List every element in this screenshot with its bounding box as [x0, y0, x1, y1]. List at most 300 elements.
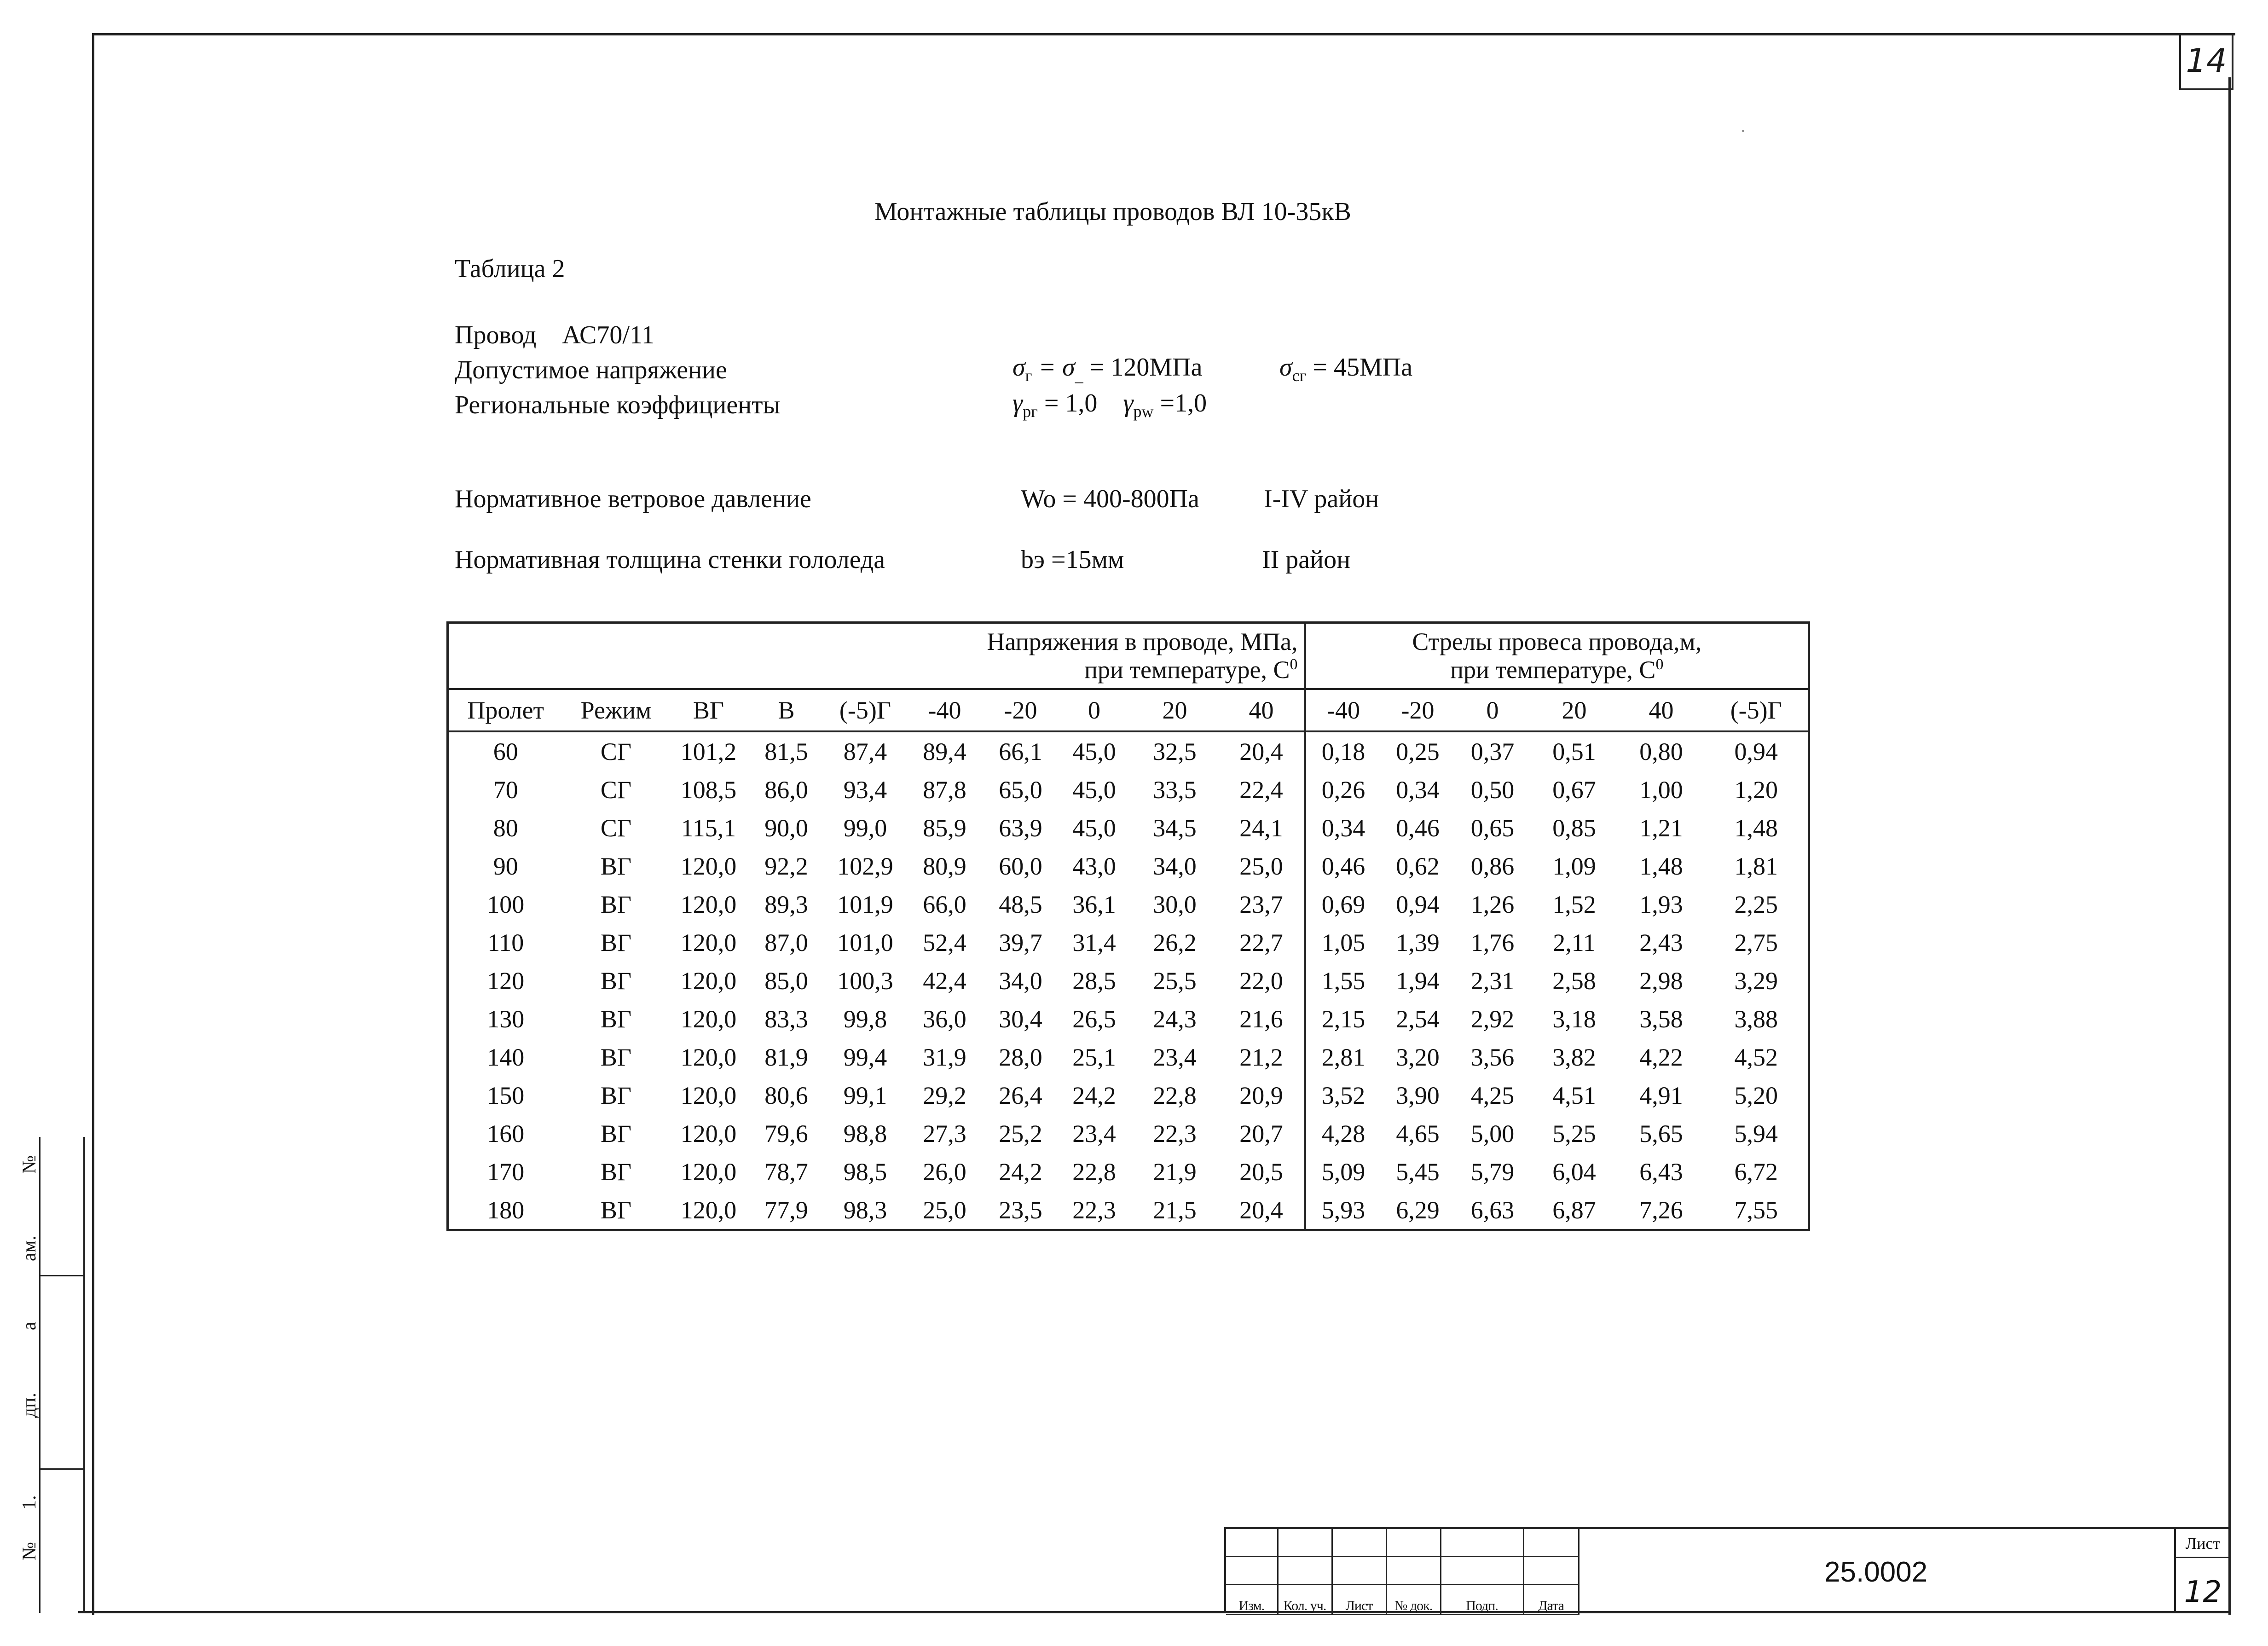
table-cell: 5,20: [1734, 1081, 1778, 1109]
title-block-label: Лист: [1332, 1585, 1386, 1615]
gamma-g-value: = 1,0: [1037, 389, 1098, 417]
table-cell: 3,20: [1396, 1043, 1440, 1071]
stress-group-header: [448, 623, 1305, 690]
table-cell: 80,6: [764, 1081, 808, 1109]
table-cell: 60: [493, 737, 518, 765]
table-cell: 0,50: [1470, 776, 1515, 804]
table-cell: СГ: [600, 776, 632, 804]
table-cell: 83,3: [764, 1005, 808, 1033]
ice-region: II район: [1262, 545, 1351, 574]
page-title: Монтажные таблицы проводов ВЛ 10-35кВ: [874, 197, 1351, 226]
table-cell: 4,65: [1396, 1119, 1440, 1148]
table-cell: 5,00: [1470, 1119, 1515, 1148]
frame-right-border: [2228, 77, 2231, 1615]
table-cell: 22,7: [1239, 928, 1283, 956]
column-header: В: [748, 689, 825, 731]
table-cell: 21,2: [1239, 1043, 1283, 1071]
table-cell: 0,80: [1639, 737, 1683, 765]
table-cell: 2,98: [1639, 967, 1683, 995]
table-cell: ВГ: [600, 928, 632, 956]
sag-group-sup: 0: [1655, 655, 1664, 673]
table-cell: 4,51: [1552, 1081, 1596, 1109]
table-cell: 66,0: [923, 890, 966, 918]
table-cell: 6,63: [1470, 1196, 1515, 1224]
table-cell: 2,81: [1305, 1038, 1381, 1076]
table-cell: 20,5: [1239, 1158, 1283, 1186]
table-cell: 22,4: [1239, 776, 1283, 804]
table-cell: 80: [493, 814, 518, 842]
table-cell: 1,39: [1396, 928, 1440, 956]
column-header: 0: [1058, 689, 1131, 731]
table-cell: 3,56: [1470, 1043, 1515, 1071]
table-cell: 89,4: [923, 737, 966, 765]
table-cell: 3,88: [1734, 1005, 1778, 1033]
table-cell: 66,1: [999, 737, 1042, 765]
table-row: [448, 847, 1809, 885]
wind-label: Нормативное ветровое давление: [455, 485, 811, 513]
column-header: Режим: [563, 689, 670, 731]
sigma-symbol: σ: [1012, 353, 1025, 382]
table-row: [448, 1038, 1809, 1076]
table-body: [448, 731, 1809, 1230]
side-strip-divider: [39, 1137, 40, 1613]
table-cell: 120,0: [680, 1081, 737, 1109]
table-cell: 3,18: [1552, 1005, 1596, 1033]
table-cell: 0,46: [1396, 814, 1440, 842]
table-cell: 5,93: [1305, 1191, 1381, 1230]
table-cell: 25,2: [999, 1119, 1042, 1148]
table-cell: 0,69: [1305, 885, 1381, 923]
table-cell: 99,1: [843, 1081, 887, 1109]
mounting-table: [446, 621, 1810, 1231]
title-block-grid: [1226, 1529, 1580, 1615]
table-cell: 23,5: [999, 1196, 1042, 1224]
gamma-w-sub: pw: [1133, 402, 1154, 421]
table-cell: 0,26: [1305, 771, 1381, 809]
table-cell: 2,11: [1553, 928, 1596, 956]
table-cell: 70: [493, 776, 518, 804]
table-cell: 2,25: [1734, 890, 1778, 918]
table-cell: 0,85: [1552, 814, 1596, 842]
sigma-cg-symbol: σ: [1279, 353, 1292, 382]
table-cell: 180: [487, 1196, 525, 1224]
table-cell: 2,31: [1470, 967, 1515, 995]
table-cell: 65,0: [999, 776, 1042, 804]
column-header: 40: [1219, 689, 1305, 731]
stress-cg-formula: [1279, 354, 1412, 384]
table-cell: 1,05: [1305, 923, 1381, 962]
table-cell: 25,0: [923, 1196, 966, 1224]
table-cell: 6,87: [1552, 1196, 1596, 1224]
title-block-label: Дата: [1523, 1585, 1579, 1615]
table-cell: 102,9: [837, 852, 893, 880]
title-block-label: № док.: [1386, 1585, 1441, 1615]
table-cell: 20,4: [1239, 1196, 1283, 1224]
table-cell: 33,5: [1153, 776, 1197, 804]
column-header-row: [448, 689, 1809, 731]
table-cell: ВГ: [600, 1119, 632, 1148]
table-cell: 30,0: [1153, 890, 1197, 918]
gamma-g-symbol: γ: [1012, 389, 1023, 417]
table-cell: 39,7: [999, 928, 1042, 956]
table-cell: 2,92: [1470, 1005, 1515, 1033]
table-cell: 85,9: [923, 814, 966, 842]
table-cell: 0,67: [1552, 776, 1596, 804]
table-cell: 24,2: [999, 1158, 1042, 1186]
table-cell: 3,82: [1552, 1043, 1596, 1071]
table-cell: 2,43: [1639, 928, 1683, 956]
table-cell: 5,09: [1305, 1153, 1381, 1191]
table-cell: 22,3: [1153, 1119, 1197, 1148]
table-cell: ВГ: [600, 1043, 632, 1071]
table-cell: 90,0: [764, 814, 808, 842]
coef-formula: [1012, 390, 1207, 420]
gamma-w-symbol: γ: [1123, 389, 1134, 417]
column-header: 40: [1618, 689, 1705, 731]
column-header: -20: [984, 689, 1058, 731]
table-cell: 2,58: [1552, 967, 1596, 995]
table-cell: 115,1: [681, 814, 736, 842]
table-cell: 79,6: [764, 1119, 808, 1148]
table-cell: 25,0: [1239, 852, 1283, 880]
table-cell: 48,5: [999, 890, 1042, 918]
sag-group-line1: Стрелы провеса провода,м,: [1412, 628, 1702, 656]
table-cell: 43,0: [1072, 852, 1116, 880]
table-cell: 21,6: [1239, 1005, 1283, 1033]
table-cell: 45,0: [1072, 814, 1116, 842]
side-strip-line: [39, 1468, 85, 1470]
table-cell: 0,37: [1470, 737, 1515, 765]
side-label-3: а: [19, 1321, 40, 1330]
table-cell: 6,43: [1639, 1158, 1683, 1186]
sag-group-header: [1305, 623, 1809, 690]
gamma-w-value: =1,0: [1153, 389, 1207, 417]
table-cell: 3,29: [1734, 967, 1778, 995]
table-cell: 120,0: [680, 1196, 737, 1224]
table-cell: 77,9: [764, 1196, 808, 1224]
table-cell: 28,5: [1072, 967, 1116, 995]
table-cell: 60,0: [999, 852, 1042, 880]
table-cell: 0,94: [1396, 890, 1440, 918]
sheet-cell: [2174, 1529, 2230, 1613]
table-cell: 87,8: [923, 776, 966, 804]
side-label-4: дп.: [19, 1392, 40, 1418]
table-row: [448, 885, 1809, 923]
table-row: [448, 1114, 1809, 1153]
stress-formula: [1012, 354, 1202, 384]
table-cell: 120,0: [680, 852, 737, 880]
table-cell: 0,34: [1396, 776, 1440, 804]
table-cell: 1,94: [1396, 967, 1440, 995]
table-cell: 4,22: [1639, 1043, 1683, 1071]
stress-cg-value: = 45МПа: [1306, 353, 1413, 382]
table-cell: 0,46: [1305, 847, 1381, 885]
table-cell: 26,5: [1072, 1005, 1116, 1033]
table-cell: 20,7: [1239, 1119, 1283, 1148]
table-cell: 22,3: [1072, 1196, 1116, 1224]
sheet-corner-mark: 14: [2179, 33, 2233, 90]
title-block-label: Подп.: [1441, 1585, 1523, 1615]
table-cell: 6,72: [1734, 1158, 1778, 1186]
table-cell: 34,0: [1153, 852, 1197, 880]
table-cell: 0,62: [1396, 852, 1440, 880]
column-header: -40: [1305, 689, 1381, 731]
table-cell: 23,4: [1072, 1119, 1116, 1148]
table-cell: 36,0: [923, 1005, 966, 1033]
column-header: (-5)Г: [1705, 689, 1809, 731]
side-strip-line: [39, 1275, 85, 1276]
sigma-g-sub: г: [1025, 366, 1032, 385]
table-cell: 92,2: [764, 852, 808, 880]
table-cell: 31,4: [1072, 928, 1116, 956]
column-header: -40: [906, 689, 984, 731]
table-cell: 89,3: [764, 890, 808, 918]
wire-label: Провод: [455, 321, 537, 349]
table-cell: 120,0: [680, 967, 737, 995]
table-cell: 26,0: [923, 1158, 966, 1186]
ice-value: bэ =15мм: [1021, 545, 1124, 574]
table-cell: 98,3: [843, 1196, 887, 1224]
table-cell: 23,4: [1153, 1043, 1197, 1071]
table-cell: 52,4: [923, 928, 966, 956]
table-cell: 170: [487, 1158, 525, 1186]
table-cell: 34,5: [1153, 814, 1197, 842]
table-cell: 5,65: [1639, 1119, 1683, 1148]
table-cell: 99,8: [843, 1005, 887, 1033]
table-cell: СГ: [600, 814, 632, 842]
table-cell: 1,48: [1734, 814, 1778, 842]
table-cell: 101,2: [680, 737, 737, 765]
table-cell: 130: [487, 1005, 525, 1033]
table-cell: 30,4: [999, 1005, 1042, 1033]
table-cell: 24,2: [1072, 1081, 1116, 1109]
table-cell: 101,0: [837, 928, 893, 956]
table-cell: 93,4: [843, 776, 887, 804]
table-cell: 0,65: [1470, 814, 1515, 842]
stress-value: = 120МПа: [1083, 353, 1203, 382]
table-cell: 120: [487, 967, 525, 995]
table-cell: 21,9: [1153, 1158, 1197, 1186]
table-cell: 20,9: [1239, 1081, 1283, 1109]
table-cell: ВГ: [600, 852, 632, 880]
title-block-label: Кол. уч.: [1278, 1585, 1332, 1615]
table-cell: 25,5: [1153, 967, 1197, 995]
column-header: 20: [1531, 689, 1618, 731]
table-cell: 100: [487, 890, 525, 918]
sheet-number: 12: [2184, 1575, 2222, 1609]
table-cell: 80,9: [923, 852, 966, 880]
table-row: [448, 1191, 1809, 1230]
table-cell: 1,76: [1470, 928, 1515, 956]
table-cell: 81,9: [764, 1043, 808, 1071]
stress-group-line2: при температуре, С: [1084, 655, 1290, 684]
wire-value: АС70/11: [562, 321, 654, 349]
table-cell: 3,58: [1639, 1005, 1683, 1033]
side-label-2: ам.: [19, 1235, 40, 1261]
table-cell: 32,5: [1153, 737, 1197, 765]
table-row: [448, 962, 1809, 1000]
table-cell: 4,25: [1470, 1081, 1515, 1109]
table-cell: 25,1: [1072, 1043, 1116, 1071]
column-header: Пролет: [448, 689, 563, 731]
table-row: [448, 923, 1809, 962]
table-cell: 0,94: [1734, 737, 1778, 765]
param-wire: [455, 322, 654, 348]
coef-label: Региональные коэффициенты: [455, 391, 781, 419]
table-cell: 29,2: [923, 1081, 966, 1109]
table-cell: 42,4: [923, 967, 966, 995]
table-cell: 1,00: [1639, 776, 1683, 804]
stress-label: Допустимое напряжение: [455, 356, 727, 384]
table-cell: 120,0: [680, 1005, 737, 1033]
table-cell: 45,0: [1072, 737, 1116, 765]
table-cell: 26,4: [999, 1081, 1042, 1109]
table-cell: 24,1: [1239, 814, 1283, 842]
table-cell: ВГ: [600, 1158, 632, 1186]
table-cell: 7,26: [1639, 1196, 1683, 1224]
side-label-1: №: [19, 1155, 40, 1174]
sag-group-line2: при температуре, С: [1450, 655, 1656, 684]
table-cell: 1,21: [1639, 814, 1683, 842]
table-cell: 100,3: [837, 967, 893, 995]
sigma-minus-sub: _: [1075, 366, 1083, 385]
table-cell: 4,52: [1734, 1043, 1778, 1071]
title-block: [1224, 1527, 2230, 1613]
table-cell: 5,45: [1396, 1158, 1440, 1186]
table-cell: 120,0: [680, 1043, 737, 1071]
table-cell: 5,94: [1734, 1119, 1778, 1148]
table-cell: 3,52: [1305, 1076, 1381, 1114]
document-number: 25.0002: [1824, 1556, 1928, 1588]
table-cell: 23,7: [1239, 890, 1283, 918]
table-cell: 28,0: [999, 1043, 1042, 1071]
stress-group-line1: Напряжения в проводе, МПа,: [987, 628, 1298, 656]
column-header: 20: [1131, 689, 1219, 731]
table-cell: 1,26: [1470, 890, 1515, 918]
table-cell: 0,18: [1305, 731, 1381, 771]
table-cell: 22,0: [1239, 967, 1283, 995]
table-cell: 101,9: [837, 890, 893, 918]
side-stamp-strip: [18, 1137, 85, 1613]
table-row: [448, 809, 1809, 847]
table-cell: 26,2: [1153, 928, 1197, 956]
table-cell: 85,0: [764, 967, 808, 995]
column-header: ВГ: [670, 689, 748, 731]
table-cell: 1,55: [1305, 962, 1381, 1000]
sheet-label: Лист: [2176, 1534, 2230, 1558]
table-cell: 0,25: [1396, 737, 1440, 765]
table-cell: 98,8: [843, 1119, 887, 1148]
table-cell: 120,0: [680, 928, 737, 956]
table-cell: 98,5: [843, 1158, 887, 1186]
table-cell: 120,0: [680, 890, 737, 918]
table-cell: 110: [487, 928, 524, 956]
table-row: [448, 771, 1809, 809]
table-cell: 150: [487, 1081, 525, 1109]
table-cell: ВГ: [600, 1081, 632, 1109]
table-cell: 86,0: [764, 776, 808, 804]
table-cell: ВГ: [600, 967, 632, 995]
title-block-label: Изм.: [1226, 1585, 1278, 1615]
table-cell: 5,25: [1552, 1119, 1596, 1148]
table-cell: 2,15: [1305, 1000, 1381, 1038]
table-cell: 3,90: [1396, 1081, 1440, 1109]
table-cell: 120,0: [680, 1158, 737, 1186]
table-cell: 21,5: [1153, 1196, 1197, 1224]
table-cell: 6,29: [1396, 1196, 1440, 1224]
table-cell: 2,54: [1396, 1005, 1440, 1033]
table-cell: 160: [487, 1119, 525, 1148]
column-header: (-5)Г: [825, 689, 906, 731]
table-cell: 4,28: [1305, 1114, 1381, 1153]
table-cell: 20,4: [1239, 737, 1283, 765]
table-cell: 2,75: [1734, 928, 1778, 956]
table-cell: 81,5: [764, 737, 808, 765]
table-cell: 22,8: [1072, 1158, 1116, 1186]
wind-value: Wo = 400-800Па: [1021, 485, 1199, 513]
table-row: [448, 1076, 1809, 1114]
table-cell: 0,51: [1552, 737, 1596, 765]
side-label-5: 1.: [19, 1495, 40, 1510]
table-cell: СГ: [600, 737, 632, 765]
table-cell: ВГ: [600, 890, 632, 918]
table-cell: 78,7: [764, 1158, 808, 1186]
table-cell: 1,81: [1734, 852, 1778, 880]
sigma-cg-sub: сг: [1292, 366, 1307, 385]
table-cell: 87,0: [764, 928, 808, 956]
sigma-mid: = σ: [1032, 353, 1075, 382]
table-cell: 99,0: [843, 814, 887, 842]
table-cell: 140: [487, 1043, 525, 1071]
table-cell: 6,04: [1552, 1158, 1596, 1186]
table-cell: 7,55: [1734, 1196, 1778, 1224]
gamma-g-sub: рг: [1023, 402, 1038, 421]
stress-group-sup: 0: [1290, 655, 1298, 673]
table-cell: 5,79: [1470, 1158, 1515, 1186]
ice-label: Нормативная толщина стенки гололеда: [455, 545, 885, 574]
column-header: 0: [1455, 689, 1531, 731]
table-cell: 45,0: [1072, 776, 1116, 804]
table-cell: 27,3: [923, 1119, 966, 1148]
table-cell: 63,9: [999, 814, 1042, 842]
table-cell: 99,4: [843, 1043, 887, 1071]
table-cell: 36,1: [1072, 890, 1116, 918]
table-cell: ВГ: [600, 1005, 632, 1033]
column-header: -20: [1381, 689, 1455, 731]
table-cell: 0,86: [1470, 852, 1515, 880]
table-cell: 24,3: [1153, 1005, 1197, 1033]
side-label-6: №: [19, 1542, 40, 1560]
table-cell: 1,48: [1639, 852, 1683, 880]
table-cell: 1,93: [1639, 890, 1683, 918]
table-cell: 0,34: [1305, 809, 1381, 847]
title-block-labels: [1226, 1585, 1579, 1615]
table-cell: 108,5: [680, 776, 737, 804]
table-cell: 120,0: [680, 1119, 737, 1148]
table-row: [448, 1153, 1809, 1191]
table-number: Таблица 2: [455, 255, 565, 283]
table-cell: 22,8: [1153, 1081, 1197, 1109]
table-cell: 1,52: [1552, 890, 1596, 918]
table-cell: 87,4: [843, 737, 887, 765]
table-cell: 1,09: [1552, 852, 1596, 880]
table-cell: 90: [493, 852, 518, 880]
table-cell: 34,0: [999, 967, 1042, 995]
table-row: [448, 731, 1809, 771]
table-row: [448, 1000, 1809, 1038]
table-cell: 1,20: [1734, 776, 1778, 804]
table-cell: 31,9: [923, 1043, 966, 1071]
